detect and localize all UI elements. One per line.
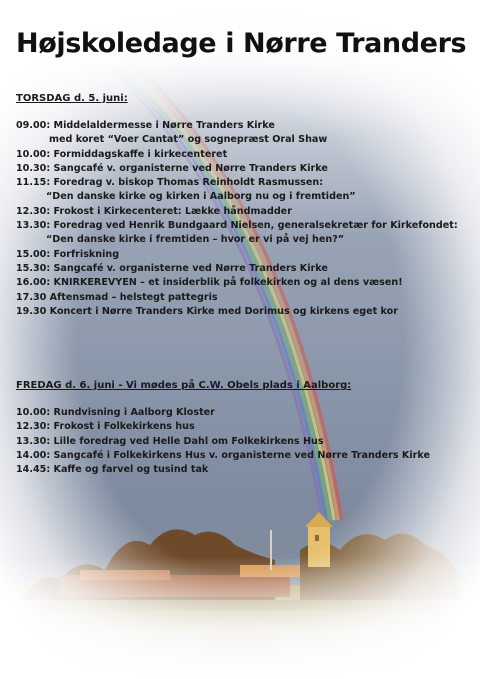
program-item-text: 10.00: Rundvisning i Aalborg Kloster — [16, 407, 215, 418]
program-item — [16, 233, 458, 247]
program-item-text: 15.00: Forfriskning — [16, 248, 120, 260]
program-item — [16, 305, 458, 319]
program-item — [16, 463, 430, 477]
program-item — [16, 219, 458, 233]
program-item — [16, 119, 458, 133]
program-item — [16, 248, 458, 262]
program-item — [16, 291, 458, 305]
program-item-text: 13.30: Foredrag ved Henrik Bundgaard Nielsen, generalsekretær for Kirkefondet: — [16, 220, 458, 232]
program-item-text: 19.30 Koncert i Nørre Tranders Kirke med Dorimus og kirkens eget kor — [16, 305, 399, 317]
thursday-program — [16, 119, 458, 319]
program-item — [16, 176, 458, 190]
program-item-text: med koret “Voer Cantat” og sognepræst Oral Shaw — [49, 134, 328, 146]
program-item — [16, 420, 430, 434]
thursday-heading: TORSDAG d. 5. juni: — [16, 93, 128, 104]
program-item-text: 14.45: Kaffe og farvel og tusind tak — [16, 464, 209, 476]
program-item — [16, 205, 458, 219]
program-item-text: “Den danske kirke i fremtiden – hvor er vi på vej hen?” — [46, 234, 345, 246]
program-item-text: 15.30: Sangcafé v. organisterne ved Nørre Tranders Kirke — [16, 262, 328, 274]
program-item — [16, 148, 458, 162]
program-item-text: 12.30: Frokost i Folkekirkens hus — [16, 421, 195, 433]
program-item — [16, 133, 458, 147]
program-item — [16, 162, 458, 176]
program-item — [16, 262, 458, 276]
friday-program — [16, 406, 430, 477]
program-item-text: 16.00: KNIRKEREVYEN – et insiderblik på folkekirken og al dens væsen! — [16, 277, 403, 289]
program-item — [16, 449, 430, 463]
program-item-text: 14.00: Sangcafé i Folkekirkens Hus v. organisterne ved Nørre Tranders Kirke — [16, 449, 431, 461]
program-item-text: 09.00: Middelaldermesse i Nørre Tranders Kirke — [16, 120, 275, 131]
program-item — [16, 276, 458, 290]
program-item — [16, 406, 430, 420]
program-item-text: 10.00: Formiddagskaffe i kirkecenteret — [16, 148, 228, 160]
program-item-text: 13.30: Lille foredrag ved Helle Dahl om Folkekirkens Hus — [16, 435, 324, 447]
program-item-text: 10.30: Sangcafé v. organisterne ved Nørre Tranders Kirke — [16, 162, 328, 174]
program-item-text: 12.30: Frokost i Kirkecenteret: Lække håndmadder — [16, 205, 292, 217]
program-item-text: 17.30 Aftensmad – helstegt pattegris — [16, 291, 218, 303]
program-item-text: 11.15: Foredrag v. biskop Thomas Reinholdt Rasmussen: — [16, 177, 324, 189]
program-item-text: “Den danske kirke og kirken i Aalborg nu og i fremtiden” — [46, 191, 356, 203]
poster-title: Højskoledage i Nørre Tranders — [16, 28, 467, 59]
program-item — [16, 190, 458, 204]
friday-heading: FREDAG d. 6. juni - Vi mødes på C.W. Obels plads i Aalborg: — [16, 380, 352, 391]
program-item — [16, 435, 430, 449]
